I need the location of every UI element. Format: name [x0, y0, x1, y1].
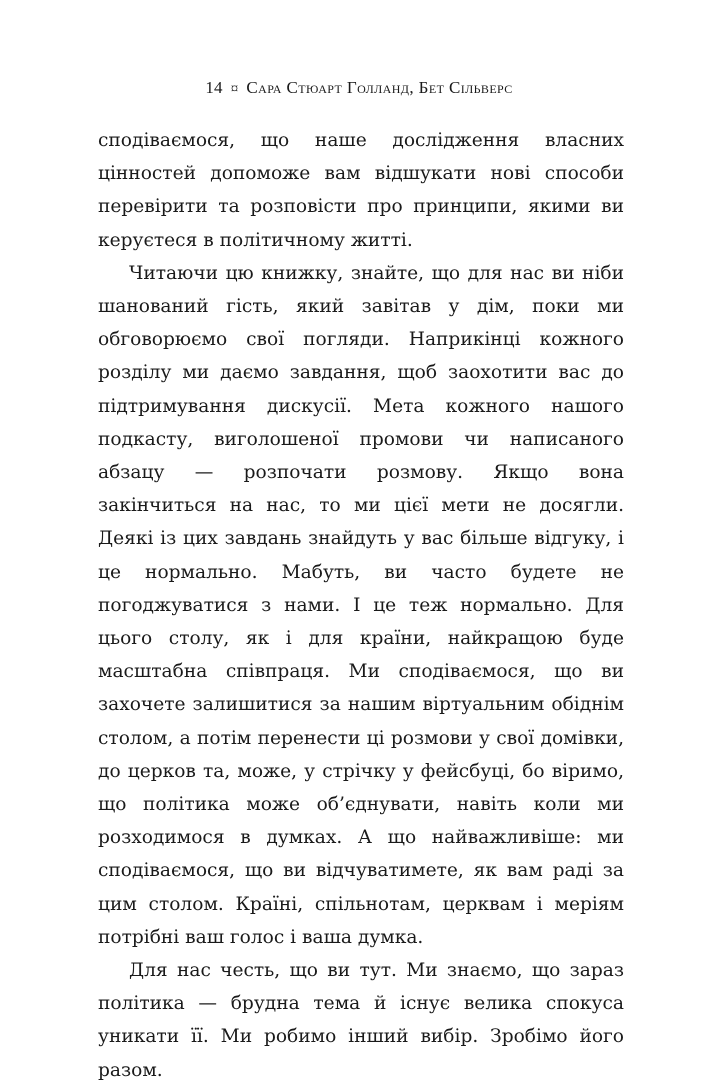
- body-text: [98, 124, 624, 1087]
- paragraph-2: Читаючи цю книжку, знайте, що для нас ви ніби шанований гість, який завітав у дім, поки ми обговорюємо свої погляди. Наприкінці кожного розділу ми даємо завдання, щоб заохотити вас до підтримування дискусії. Мета кожного нашого подкасту, виголошеної промови чи написаного абзацу — розпочати розмову. Якщо вона закінчиться на нас, то ми цієї мети не досягли. Деякі із цих завдань знайдуть у вас більше відгуку, і це нормально. Мабуть, ви часто будете не погоджуватися з нами. І це теж нормально. Для цього столу, як і для країни, найкращою буде масштабна співпраця. Ми сподіваємося, що ви захочете залишитися за нашим віртуальним обіднім столом, а потім перенести ці розмови у свої домівки, до церков та, може, у стрічку у фейсбуці, бо віримо, що політика може об’єднувати, навіть коли ми розходимося в думках. А що найважливіше: ми сподіваємося, що ви відчуватимете, як вам раді за цим столом. Країні, спільнотам, церквам і меріям потрібні ваш голос і ваша думка.: [98, 262, 624, 948]
- page-number: 14: [205, 78, 223, 97]
- running-header: [0, 76, 718, 101]
- header-authors: Сара Стюарт Голланд, Бет Сільверс: [246, 78, 513, 97]
- ornament-icon: ¤: [230, 81, 239, 97]
- paragraph-3: Для нас честь, що ви тут. Ми знаємо, що зараз політика — брудна тема й існує велика спокуса уникати її. Ми робимо інший вибір. Зробімо його разом.: [98, 960, 624, 1081]
- paragraph-1: сподіваємося, що наше дослідження власних цінностей допоможе вам відшукати нові способи перевірити та розповісти про принципи, якими ви керуєтеся в політичному житті.: [98, 130, 624, 251]
